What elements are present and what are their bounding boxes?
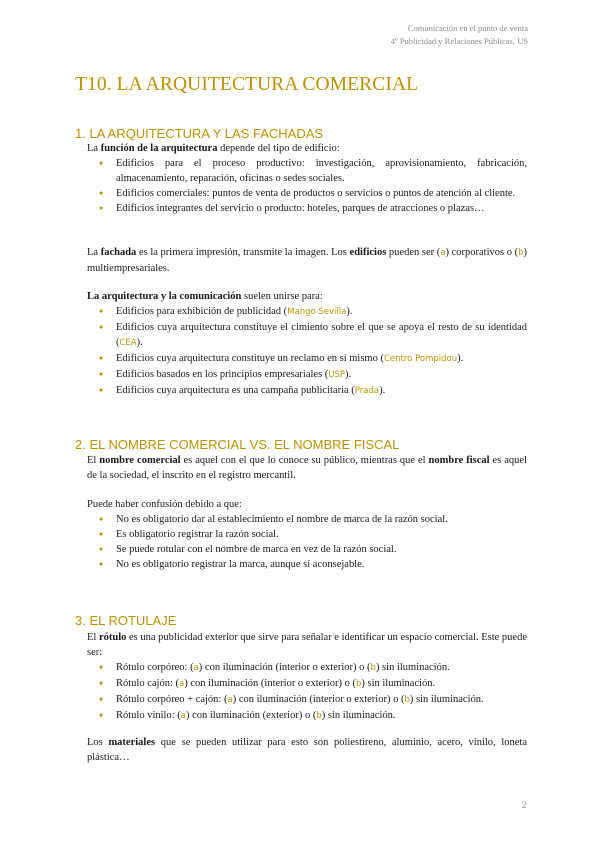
- example-label: Prada: [354, 386, 380, 396]
- list-item: ● Rótulo cajón: (a) con iluminación (interior o exterior) o (b) sin iluminación.: [99, 676, 527, 692]
- list-item: ● Edificios comerciales: puntos de venta de productos o servicios o puntos de atención al cliente.: [99, 186, 527, 201]
- confusion-reasons-list: [99, 512, 527, 572]
- running-header: [391, 22, 528, 48]
- list-item: ● No es obligatorio registrar la marca, aunque sí aconsejable.: [99, 557, 527, 572]
- s3-rotulo-paragraph: El rótulo es una publicidad exterior que sirve para señalar e identificar un espacio comercial. Este puede ser:: [87, 632, 527, 658]
- example-label: Mango Sevilla: [287, 307, 347, 317]
- list-item: ● Edificios integrantes del servicio o producto: hoteles, parques de atracciones o plazas…: [99, 201, 527, 216]
- section-2-heading: 2. EL NOMBRE COMERCIAL VS. EL NOMBRE FISCAL: [75, 437, 400, 452]
- term-nombre-comercial: nombre comercial: [99, 455, 181, 466]
- s1-facade-paragraph: La fachada es la primera impresión, transmite la imagen. Los edificios pueden ser (a) corporativos o (b) multiempresariales.: [87, 247, 528, 274]
- list-item: ● No es obligatorio dar al establecimiento el nombre de marca de la razón social.: [99, 512, 527, 527]
- page-title: T10. LA ARQUITECTURA COMERCIAL: [75, 74, 419, 95]
- list-item: ● Rótulo corpóreo: (a) con iluminación (interior o exterior) o (b) sin iluminación.: [99, 660, 527, 676]
- term-fachada: fachada: [100, 247, 137, 258]
- building-types-list: [99, 156, 527, 216]
- list-item: ● Rótulo corpóreo + cajón: (a) con iluminación (interior o exterior) o (b) sin iluminación.: [99, 692, 527, 708]
- header-degree: 4º Publicidad y Relaciones Públicas, US: [390, 36, 528, 46]
- list-item: ● Edificios cuya arquitectura constituye un reclamo en sí mismo (Centro Pompidou).: [99, 351, 527, 367]
- example-label: CEA: [119, 338, 137, 348]
- term-nombre-fiscal: nombre fiscal: [428, 455, 490, 466]
- term-funcion-arquitectura: función de la arquitectura: [100, 143, 218, 154]
- list-item: ● Edificios para el proceso productivo: investigación, aprovisionamiento, fabricación, almacenamiento, reparación, oficinas o sedes sociales.: [99, 156, 527, 186]
- list-item: ● Edificios basados en los principios empresariales (USP).: [99, 367, 527, 383]
- list-item: ● Edificios para exhibición de publicidad (Mango Sevilla).: [99, 304, 527, 320]
- term-materiales: materiales: [108, 737, 156, 748]
- list-item: ● Se puede rotular con el nombre de marca en vez de la razón social.: [99, 542, 527, 557]
- page-number: 2: [522, 800, 527, 810]
- section-3-heading: 3. EL ROTULAJE: [75, 613, 177, 628]
- s2-names-paragraph: El nombre comercial es aquel con el que lo conoce su público, mientras que el nombre fiscal es aquel de la sociedad, el inscrito en el registro mercantil.: [87, 455, 527, 481]
- s3-materials-paragraph: Los materiales que se pueden utilizar para esto son poliestireno, aluminio, acero, vinilo, loneta plástica…: [87, 737, 528, 763]
- list-item: ● Edificios cuya arquitectura constituye el cimiento sobre el que se apoya el resto de su identidad (CEA).: [99, 320, 527, 351]
- s1-architecture-communication-paragraph: La arquitectura y la comunicación suelen unirse para:: [87, 291, 323, 302]
- example-label: Centro Pompidou: [383, 354, 458, 364]
- term-arquitectura-comunicacion: La arquitectura y la comunicación: [87, 291, 242, 302]
- s1-intro-paragraph: La función de la arquitectura depende del tipo de edificio:: [87, 143, 340, 154]
- list-item: ● Rótulo vinilo: (a) con iluminación (exterior) o (b) sin iluminación.: [99, 708, 527, 724]
- list-item: ● Es obligatorio registrar la razón social.: [99, 527, 527, 542]
- s2-confusion-paragraph: Puede haber confusión debido a que:: [87, 499, 242, 510]
- term-rotulo: rótulo: [98, 632, 127, 643]
- architecture-communication-list: [99, 304, 527, 399]
- header-course: Comunicación en el punto de venta: [407, 23, 528, 33]
- term-edificios: edificios: [349, 247, 387, 258]
- list-item: ● Edificios cuya arquitectura es una campaña publicitaria (Prada).: [99, 383, 527, 399]
- section-1-heading: 1. LA ARQUITECTURA Y LAS FACHADAS: [75, 126, 324, 141]
- example-label: USP: [328, 370, 346, 380]
- sign-types-list: [99, 660, 527, 724]
